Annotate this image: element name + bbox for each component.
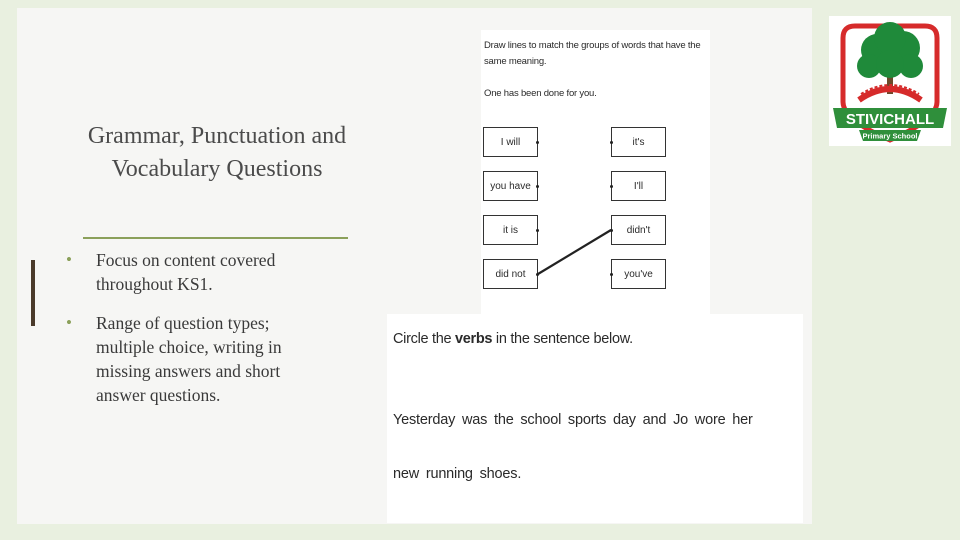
- left-word: you have: [490, 180, 531, 192]
- bullet-dot-icon: •: [66, 313, 72, 332]
- left-word: it is: [503, 224, 518, 236]
- matching-exercise: [481, 30, 710, 314]
- bullet-item: [66, 248, 326, 296]
- left-accent-bar: [31, 260, 35, 326]
- bullet-text: Range of question types; multiple choice, writing in missing answers and short answer questions.: [96, 313, 282, 405]
- instruction-text: Circle the: [393, 331, 455, 347]
- left-word: I will: [500, 136, 521, 148]
- bullet-list: [66, 248, 326, 422]
- title-divider: [83, 237, 348, 239]
- instruction-text: in the sentence below.: [492, 331, 633, 347]
- verbs-exercise: [387, 314, 803, 523]
- slide-title: Grammar, Punctuation and Vocabulary Questions: [87, 123, 347, 182]
- verbs-instruction: [393, 331, 633, 347]
- right-word: I'll: [633, 180, 644, 192]
- logo-name: STIVICHALL: [845, 111, 935, 128]
- matching-instruction: Draw lines to match the groups of words that have the same meaning.: [484, 40, 701, 67]
- bullet-dot-icon: •: [66, 250, 72, 269]
- bullet-text: Focus on content covered throughout KS1.: [96, 250, 276, 294]
- right-word: you've: [624, 268, 653, 280]
- school-logo: [829, 16, 951, 146]
- right-word: didn't: [626, 224, 651, 236]
- example-match-line: [481, 30, 710, 314]
- logo-subtitle: Primary School: [862, 131, 918, 141]
- instruction-bold-word: verbs: [454, 331, 493, 347]
- bullet-item: [66, 311, 326, 407]
- matching-note: One has been done for you.: [484, 88, 597, 99]
- right-word: it's: [632, 136, 645, 148]
- stivichall-crest-icon: [829, 16, 951, 146]
- sentence-line: new running shoes.: [393, 466, 522, 482]
- left-word: did not: [495, 268, 526, 280]
- sentence-line: Yesterday was the school sports day and Jo wore her: [393, 412, 753, 428]
